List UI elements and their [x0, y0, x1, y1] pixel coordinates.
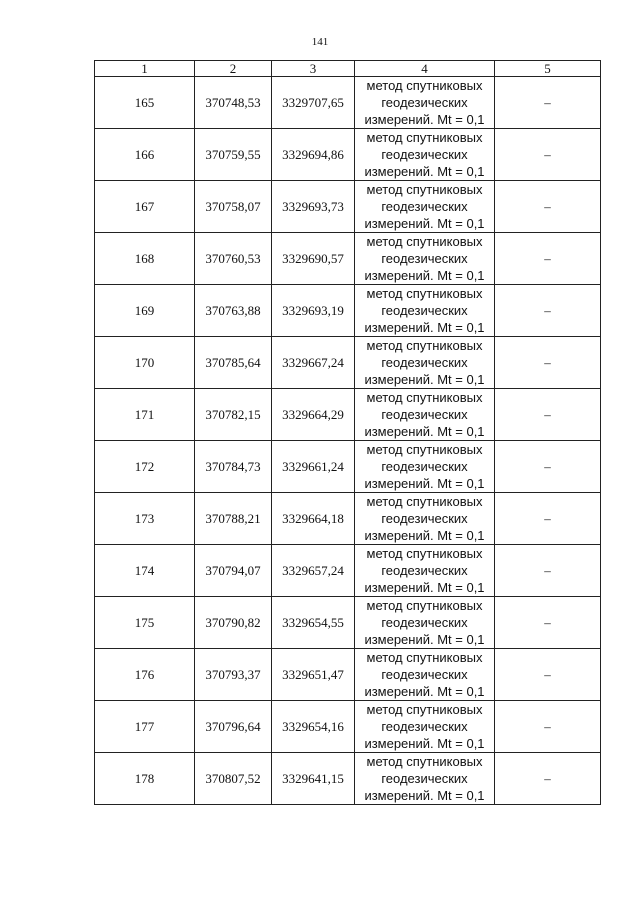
point-number-cell: 173: [95, 493, 195, 545]
method-cell: метод спутниковых геодезических измерений. Mt = 0,1: [355, 233, 495, 285]
y-coordinate-cell: 3329664,18: [272, 493, 355, 545]
point-number-cell: 168: [95, 233, 195, 285]
table-row: [95, 753, 601, 805]
table-row: [95, 597, 601, 649]
note-cell: –: [495, 441, 601, 493]
table-row: [95, 389, 601, 441]
table-row: [95, 649, 601, 701]
point-number-cell: 165: [95, 77, 195, 129]
point-number-cell: 177: [95, 701, 195, 753]
y-coordinate-cell: 3329693,73: [272, 181, 355, 233]
x-coordinate-cell: 370760,53: [195, 233, 272, 285]
point-number-cell: 174: [95, 545, 195, 597]
x-coordinate-cell: 370785,64: [195, 337, 272, 389]
method-cell: метод спутниковых геодезических измерений. Mt = 0,1: [355, 545, 495, 597]
y-coordinate-cell: 3329661,24: [272, 441, 355, 493]
point-number-cell: 176: [95, 649, 195, 701]
x-coordinate-cell: 370796,64: [195, 701, 272, 753]
table-row: [95, 545, 601, 597]
page-number: 141: [311, 36, 329, 48]
y-coordinate-cell: 3329657,24: [272, 545, 355, 597]
note-cell: –: [495, 337, 601, 389]
table-row: [95, 493, 601, 545]
note-cell: –: [495, 285, 601, 337]
point-number-cell: 172: [95, 441, 195, 493]
note-cell: –: [495, 597, 601, 649]
note-cell: –: [495, 77, 601, 129]
table-row: [95, 181, 601, 233]
x-coordinate-cell: 370794,07: [195, 545, 272, 597]
note-cell: –: [495, 233, 601, 285]
y-coordinate-cell: 3329693,19: [272, 285, 355, 337]
coordinates-table: [94, 60, 601, 805]
method-cell: метод спутниковых геодезических измерений. Mt = 0,1: [355, 181, 495, 233]
column-header-3: 3: [272, 61, 355, 77]
y-coordinate-cell: 3329641,15: [272, 753, 355, 805]
y-coordinate-cell: 3329667,24: [272, 337, 355, 389]
method-cell: метод спутниковых геодезических измерений. Mt = 0,1: [355, 441, 495, 493]
x-coordinate-cell: 370782,15: [195, 389, 272, 441]
y-coordinate-cell: 3329651,47: [272, 649, 355, 701]
x-coordinate-cell: 370763,88: [195, 285, 272, 337]
table-header-row: [95, 61, 601, 77]
method-cell: метод спутниковых геодезических измерений. Mt = 0,1: [355, 129, 495, 181]
table-row: [95, 441, 601, 493]
y-coordinate-cell: 3329654,55: [272, 597, 355, 649]
method-cell: метод спутниковых геодезических измерений. Mt = 0,1: [355, 337, 495, 389]
point-number-cell: 171: [95, 389, 195, 441]
note-cell: –: [495, 701, 601, 753]
point-number-cell: 166: [95, 129, 195, 181]
method-cell: метод спутниковых геодезических измерений. Mt = 0,1: [355, 77, 495, 129]
y-coordinate-cell: 3329707,65: [272, 77, 355, 129]
point-number-cell: 175: [95, 597, 195, 649]
method-cell: метод спутниковых геодезических измерений. Mt = 0,1: [355, 753, 495, 805]
y-coordinate-cell: 3329654,16: [272, 701, 355, 753]
table-row: [95, 701, 601, 753]
table-row: [95, 285, 601, 337]
point-number-cell: 169: [95, 285, 195, 337]
point-number-cell: 178: [95, 753, 195, 805]
column-header-5: 5: [495, 61, 601, 77]
method-cell: метод спутниковых геодезических измерений. Mt = 0,1: [355, 597, 495, 649]
note-cell: –: [495, 753, 601, 805]
table-row: [95, 233, 601, 285]
table-row: [95, 77, 601, 129]
column-header-2: 2: [195, 61, 272, 77]
y-coordinate-cell: 3329690,57: [272, 233, 355, 285]
table-body: [95, 77, 601, 805]
note-cell: –: [495, 493, 601, 545]
method-cell: метод спутниковых геодезических измерений. Mt = 0,1: [355, 493, 495, 545]
method-cell: метод спутниковых геодезических измерений. Mt = 0,1: [355, 389, 495, 441]
x-coordinate-cell: 370748,53: [195, 77, 272, 129]
y-coordinate-cell: 3329664,29: [272, 389, 355, 441]
x-coordinate-cell: 370758,07: [195, 181, 272, 233]
column-header-4: 4: [355, 61, 495, 77]
method-cell: метод спутниковых геодезических измерений. Mt = 0,1: [355, 649, 495, 701]
x-coordinate-cell: 370793,37: [195, 649, 272, 701]
x-coordinate-cell: 370790,82: [195, 597, 272, 649]
note-cell: –: [495, 389, 601, 441]
point-number-cell: 167: [95, 181, 195, 233]
x-coordinate-cell: 370784,73: [195, 441, 272, 493]
table-row: [95, 337, 601, 389]
x-coordinate-cell: 370759,55: [195, 129, 272, 181]
method-cell: метод спутниковых геодезических измерений. Mt = 0,1: [355, 701, 495, 753]
table-row: [95, 129, 601, 181]
note-cell: –: [495, 181, 601, 233]
method-cell: метод спутниковых геодезических измерений. Mt = 0,1: [355, 285, 495, 337]
x-coordinate-cell: 370807,52: [195, 753, 272, 805]
note-cell: –: [495, 649, 601, 701]
note-cell: –: [495, 545, 601, 597]
note-cell: –: [495, 129, 601, 181]
column-header-1: 1: [95, 61, 195, 77]
y-coordinate-cell: 3329694,86: [272, 129, 355, 181]
x-coordinate-cell: 370788,21: [195, 493, 272, 545]
point-number-cell: 170: [95, 337, 195, 389]
